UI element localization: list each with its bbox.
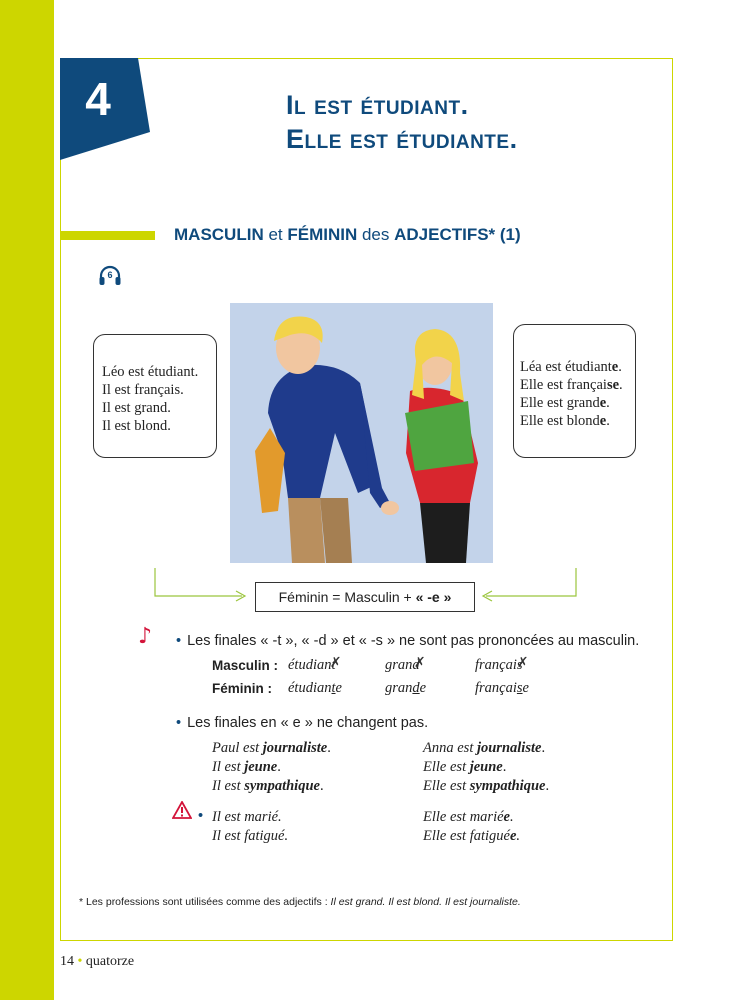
example-line [423, 758, 549, 777]
speech-bubble-lea [513, 324, 636, 458]
examples-feminine [423, 739, 549, 796]
lea-line [520, 376, 627, 394]
page-number-dot: • [77, 954, 83, 969]
feminin-label: Féminin : [212, 681, 272, 696]
example-line [212, 739, 331, 758]
ex-verb: est [220, 778, 245, 794]
subtitle-et: et [263, 225, 288, 244]
lea-stem: Léa est étudiant [520, 359, 612, 375]
ex-verb: est [239, 740, 263, 756]
left-arrow-icon [150, 566, 260, 606]
example-line [423, 777, 549, 796]
ex-subject: Elle [423, 759, 447, 775]
ex-adjective: sympathique [469, 778, 546, 794]
feminin-consonant: s [516, 680, 523, 696]
warning-line [423, 827, 520, 846]
warning-period: . [509, 809, 514, 825]
bullet-pronunciation: • Les finales « -t », « -d » et « -s » ne sont pas prononcées au masculin. [176, 633, 640, 649]
lea-stem: Elle est grand [520, 395, 600, 411]
ex-subject: Il [212, 778, 221, 794]
warning-masculine [212, 808, 288, 846]
ex-subject: Elle [423, 778, 447, 794]
headphones-icon[interactable] [98, 264, 122, 288]
ex-adjective: journaliste [262, 740, 328, 756]
lea-stem: Elle est blond [520, 413, 600, 429]
warning-ending: e [509, 828, 517, 844]
ex-period: . [545, 778, 550, 794]
ex-period: . [327, 740, 331, 756]
ex-subject: Il [212, 759, 221, 775]
lea-line [520, 358, 627, 376]
ex-subject: Paul [212, 740, 240, 756]
lea-line [520, 412, 627, 430]
warning-ending: e [503, 809, 510, 825]
bullet-finales-e: • Les finales en « e » ne changent pas. [176, 715, 429, 731]
right-arrow-icon [478, 566, 582, 606]
rule-text: Féminin = Masculin + [278, 589, 416, 605]
bullet-finales-e-text: Les finales en « e » ne changent pas. [187, 715, 429, 731]
title-line-2: Elle est étudiante. [286, 124, 518, 154]
warning-line: Il est marié. [212, 809, 282, 825]
feminin-e: e [522, 680, 529, 696]
section-subtitle [174, 225, 521, 245]
ex-adjective: journaliste [476, 740, 542, 756]
illustration-couple [230, 303, 493, 563]
example-line [212, 758, 331, 777]
subtitle-feminin: FÉMININ [287, 225, 358, 244]
examples-masculine [212, 739, 331, 796]
footnote-examples: Il est grand. Il est blond. Il est journaliste. [330, 896, 521, 908]
subtitle-adjectifs: ADJECTIFS* (1) [394, 225, 521, 244]
masculin-francais: français ✗ [475, 657, 523, 674]
footnote-text: * Les professions sont utilisées comme des adjectifs : [79, 896, 331, 908]
rule-box [255, 582, 475, 612]
ex-period: . [319, 778, 324, 794]
audio-track-number: 6 [107, 270, 113, 280]
lea-period: . [606, 413, 610, 429]
masculin-word [475, 657, 523, 674]
ex-adjective: jeune [469, 759, 503, 775]
lea-ending: e [599, 395, 607, 411]
lea-line [520, 394, 627, 412]
music-note-icon: ♪ [138, 624, 153, 649]
feminin-consonant: t [331, 680, 336, 696]
warning-feminine [423, 808, 520, 846]
lea-ending: se [606, 377, 620, 393]
warning-stem: Elle est marié [423, 809, 504, 825]
leo-line: Il est blond. [102, 418, 171, 434]
leo-line: Il est français. [102, 382, 184, 398]
warning-icon [172, 801, 192, 819]
page-number-word: quatorze [85, 954, 135, 969]
warning-bullet: • [198, 808, 204, 824]
leo-line: Léo est étudiant. [102, 364, 199, 380]
example-line [212, 777, 331, 796]
feminin-e: e [419, 680, 427, 696]
lea-stem: Elle est françai [520, 377, 607, 393]
page-title [286, 88, 518, 156]
feminin-e: e [335, 680, 342, 696]
masculin-label: Masculin : [212, 658, 279, 673]
bullet-pronunciation-text: Les finales « -t », « -d » et « -s » ne sont pas prononcées au masculin. [187, 633, 640, 649]
page-number-digits: 14 [60, 954, 74, 969]
lea-period: . [619, 377, 623, 393]
ex-verb: est [446, 778, 470, 794]
page-number [60, 954, 134, 970]
chapter-badge [60, 58, 150, 160]
feminin-word [288, 680, 342, 697]
lea-period: . [618, 359, 622, 375]
warning-line: Il est fatigué. [212, 828, 289, 844]
ex-period: . [277, 759, 281, 775]
feminin-word [475, 680, 529, 697]
lea-period: . [606, 395, 610, 411]
lea-ending: e [599, 413, 607, 429]
ex-verb: est [220, 759, 245, 775]
warning-line [423, 808, 520, 827]
masculin-word [288, 657, 336, 674]
masculin-etudiant: étudiant ✗ [288, 657, 336, 674]
subtitle-bar [60, 231, 155, 240]
title-line-1: Il est étudiant. [286, 90, 469, 120]
side-band [0, 0, 54, 1000]
feminin-word [385, 680, 426, 697]
ex-adjective: sympathique [244, 778, 320, 794]
feminin-consonant: d [412, 680, 420, 696]
speech-bubble-leo [93, 334, 217, 458]
chapter-number: 4 [85, 73, 111, 125]
leo-line: Il est grand. [102, 400, 171, 416]
ex-period: . [502, 759, 507, 775]
feminin-stem: étudian [288, 680, 332, 696]
ex-adjective: jeune [244, 759, 278, 775]
rule-emphasis: « -e » [415, 589, 452, 605]
masculin-word [385, 657, 420, 674]
warning-period: . [516, 828, 521, 844]
footnote [79, 896, 521, 908]
ex-verb: est [453, 740, 477, 756]
feminin-stem: gran [385, 680, 413, 696]
feminin-stem: françai [475, 680, 517, 696]
subtitle-masculin: MASCULIN [174, 225, 264, 244]
ex-subject: Anna [423, 740, 454, 756]
ex-verb: est [446, 759, 470, 775]
example-line [423, 739, 549, 758]
ex-period: . [541, 740, 546, 756]
masculin-grand: grand ✗ [385, 657, 420, 674]
subtitle-des: des [357, 225, 395, 244]
lea-ending: e [611, 359, 619, 375]
warning-stem: Elle est fatigué [423, 828, 510, 844]
